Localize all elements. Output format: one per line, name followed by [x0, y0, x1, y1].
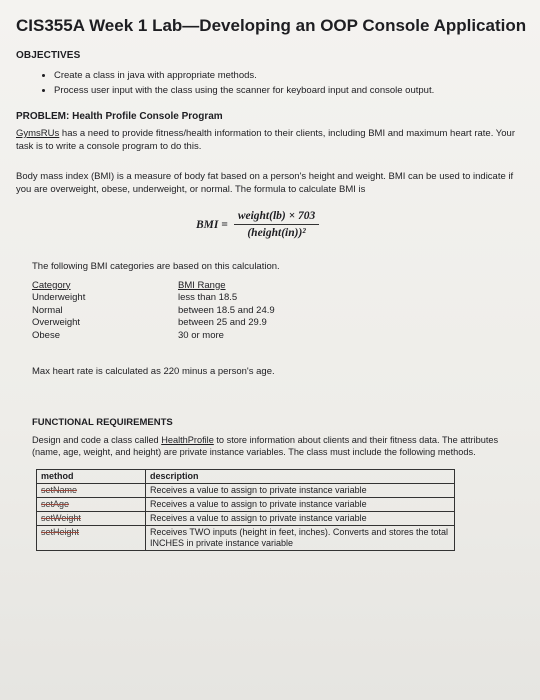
table-row — [37, 525, 455, 550]
range-header: BMI Range — [178, 279, 226, 291]
formula-denominator: (height(in))² — [247, 227, 306, 239]
functional-heading: FUNCTIONAL REQUIREMENTS — [32, 416, 173, 428]
method-name: setWeight — [37, 511, 146, 525]
range-cell: less than 18.5 — [178, 292, 238, 303]
range-cell: between 25 and 29.9 — [178, 317, 267, 328]
category-cell: Obese — [32, 329, 60, 341]
methods-table — [36, 469, 455, 551]
category-column — [32, 280, 178, 343]
bmi-formula — [196, 210, 522, 239]
company-name: GymsRUs — [16, 128, 60, 139]
bmi-description: Body mass index (BMI) is a measure of body fat based on a person's height and weight. BMI can be used to indicate if you are overweight, obese, underweight, or normal. The formula to calculate BMI is — [16, 171, 514, 195]
range-cell: between 18.5 and 24.9 — [178, 304, 275, 316]
method-description: Receives a value to assign to private instance variable — [146, 511, 455, 525]
problem-heading: PROBLEM: Health Profile Console Program — [16, 111, 223, 122]
category-cell: Overweight — [32, 317, 81, 328]
table-header-row — [37, 469, 455, 483]
category-cell: Underweight — [32, 292, 86, 303]
objective-item: • Create a class in java with appropriate methods. — [54, 69, 522, 82]
formula-fraction — [234, 210, 319, 239]
method-name: setHeight — [37, 525, 146, 550]
table-row — [37, 497, 455, 511]
problem-intro-text: has a need to provide fitness/health information to their clients, including BMI and maximum heart rate. Your task is to write a console program to do this. — [16, 128, 516, 152]
bmi-categories-table — [32, 280, 522, 343]
problem-intro — [16, 128, 522, 153]
category-header: Category — [32, 279, 71, 291]
method-name: setName — [37, 483, 146, 497]
description-header: description — [146, 469, 455, 483]
document-title: CIS355A Week 1 Lab—Developing an OOP Console Application — [16, 16, 527, 35]
range-column — [178, 280, 338, 343]
method-description: Receives a value to assign to private instance variable — [146, 483, 455, 497]
class-name: HealthProfile — [161, 434, 214, 445]
categories-intro: The following BMI categories are based on this calculation. — [32, 261, 280, 272]
category-cell: Normal — [32, 304, 63, 316]
objective-item: • Process user input with the class using the scanner for keyboard input and console output. — [54, 84, 522, 97]
functional-description: Design and code a class called HealthProfile to store information about clients and their fitness data. The attributes (name, age, weight, and height) are private instance variables. The class must include the following methods. — [32, 434, 499, 457]
objectives-heading: OBJECTIVES — [16, 50, 81, 61]
formula-numerator: weight(lb) × 703 — [237, 210, 316, 222]
table-row — [37, 511, 455, 525]
objectives-list — [16, 69, 522, 97]
method-description: Receives TWO inputs (height in feet, inches). Converts and stores the total INCHES in private instance variable — [146, 525, 455, 550]
formula-lhs: BMI = — [196, 218, 228, 231]
method-header: method — [37, 469, 146, 483]
method-description: Receives a value to assign to private instance variable — [146, 497, 455, 511]
heart-rate-note: Max heart rate is calculated as 220 minus a person's age. — [32, 366, 275, 377]
table-row — [37, 483, 455, 497]
method-name: setAge — [37, 497, 146, 511]
range-cell: 30 or more — [178, 329, 224, 341]
